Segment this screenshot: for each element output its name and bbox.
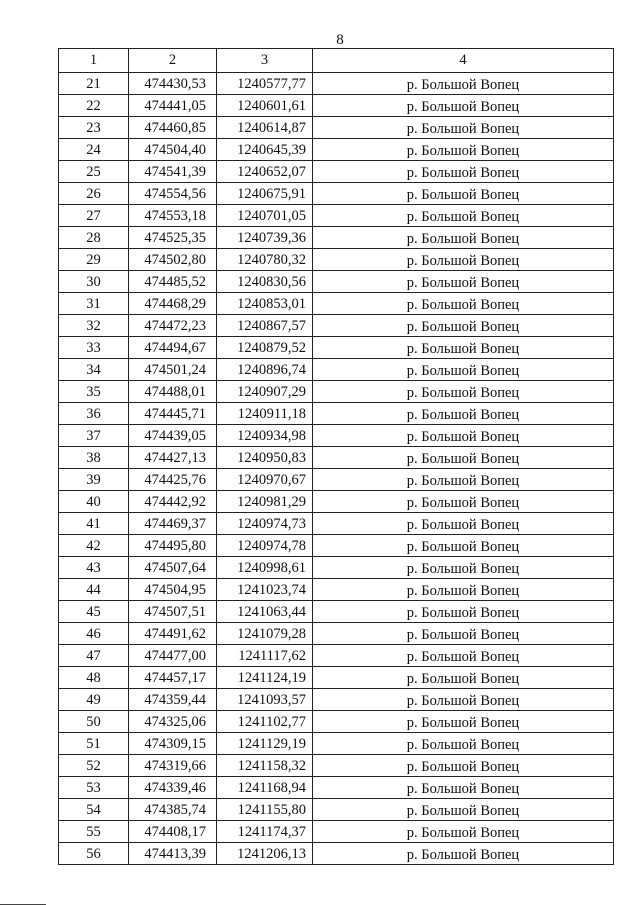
cell-y-coordinate: 1241093,57	[217, 689, 313, 711]
cell-y-coordinate: 1241129,19	[217, 733, 313, 755]
cell-y-coordinate: 1241124,19	[217, 667, 313, 689]
cell-description: р. Большой Вопец	[313, 293, 614, 315]
table-row	[59, 821, 614, 843]
cell-y-coordinate: 1240970,67	[217, 469, 313, 491]
cell-description: р. Большой Вопец	[313, 491, 614, 513]
cell-point-number: 29	[59, 249, 129, 271]
table-header-row	[59, 49, 614, 73]
table-row	[59, 117, 614, 139]
cell-x-coordinate: 474477,00	[129, 645, 217, 667]
table-row	[59, 381, 614, 403]
cell-description: р. Большой Вопец	[313, 777, 614, 799]
cell-x-coordinate: 474553,18	[129, 205, 217, 227]
table-row	[59, 293, 614, 315]
cell-y-coordinate: 1240896,74	[217, 359, 313, 381]
cell-point-number: 33	[59, 337, 129, 359]
table-row	[59, 227, 614, 249]
cell-x-coordinate: 474439,05	[129, 425, 217, 447]
cell-point-number: 52	[59, 755, 129, 777]
table-row	[59, 403, 614, 425]
cell-description: р. Большой Вопец	[313, 381, 614, 403]
table-row	[59, 161, 614, 183]
cell-y-coordinate: 1240652,07	[217, 161, 313, 183]
cell-x-coordinate: 474339,46	[129, 777, 217, 799]
cell-point-number: 55	[59, 821, 129, 843]
cell-description: р. Большой Вопец	[313, 799, 614, 821]
cell-point-number: 49	[59, 689, 129, 711]
cell-point-number: 48	[59, 667, 129, 689]
table-row	[59, 601, 614, 623]
cell-description: р. Большой Вопец	[313, 535, 614, 557]
cell-y-coordinate: 1240974,73	[217, 513, 313, 535]
cell-description: р. Большой Вопец	[313, 227, 614, 249]
cell-x-coordinate: 474442,92	[129, 491, 217, 513]
cell-y-coordinate: 1241206,13	[217, 843, 313, 865]
table-row	[59, 843, 614, 865]
table-row	[59, 755, 614, 777]
cell-point-number: 56	[59, 843, 129, 865]
cell-point-number: 42	[59, 535, 129, 557]
cell-x-coordinate: 474427,13	[129, 447, 217, 469]
column-header-point: 1	[59, 49, 129, 73]
cell-x-coordinate: 474488,01	[129, 381, 217, 403]
cell-y-coordinate: 1240998,61	[217, 557, 313, 579]
cell-point-number: 27	[59, 205, 129, 227]
cell-point-number: 37	[59, 425, 129, 447]
column-header-y: 3	[217, 49, 313, 73]
cell-y-coordinate: 1240601,61	[217, 95, 313, 117]
cell-x-coordinate: 474468,29	[129, 293, 217, 315]
cell-point-number: 51	[59, 733, 129, 755]
cell-y-coordinate: 1241117,62	[217, 645, 313, 667]
cell-y-coordinate: 1240867,57	[217, 315, 313, 337]
cell-description: р. Большой Вопец	[313, 139, 614, 161]
cell-description: р. Большой Вопец	[313, 183, 614, 205]
cell-y-coordinate: 1240879,52	[217, 337, 313, 359]
page-number: 8	[336, 32, 344, 48]
cell-description: р. Большой Вопец	[313, 667, 614, 689]
table-body	[59, 73, 614, 865]
cell-point-number: 40	[59, 491, 129, 513]
cell-description: р. Большой Вопец	[313, 513, 614, 535]
cell-x-coordinate: 474502,80	[129, 249, 217, 271]
table-row	[59, 205, 614, 227]
cell-x-coordinate: 474485,52	[129, 271, 217, 293]
cell-y-coordinate: 1240907,29	[217, 381, 313, 403]
table-row	[59, 95, 614, 117]
cell-description: р. Большой Вопец	[313, 359, 614, 381]
cell-point-number: 39	[59, 469, 129, 491]
cell-point-number: 45	[59, 601, 129, 623]
cell-x-coordinate: 474501,24	[129, 359, 217, 381]
cell-y-coordinate: 1240911,18	[217, 403, 313, 425]
cell-x-coordinate: 474469,37	[129, 513, 217, 535]
table-row	[59, 139, 614, 161]
table-row	[59, 689, 614, 711]
cell-y-coordinate: 1240830,56	[217, 271, 313, 293]
cell-description: р. Большой Вопец	[313, 579, 614, 601]
cell-y-coordinate: 1240934,98	[217, 425, 313, 447]
cell-x-coordinate: 474425,76	[129, 469, 217, 491]
cell-point-number: 31	[59, 293, 129, 315]
cell-description: р. Большой Вопец	[313, 117, 614, 139]
cell-point-number: 32	[59, 315, 129, 337]
cell-y-coordinate: 1241063,44	[217, 601, 313, 623]
cell-point-number: 50	[59, 711, 129, 733]
cell-description: р. Большой Вопец	[313, 469, 614, 491]
cell-y-coordinate: 1240780,32	[217, 249, 313, 271]
column-header-x: 2	[129, 49, 217, 73]
cell-point-number: 25	[59, 161, 129, 183]
cell-x-coordinate: 474541,39	[129, 161, 217, 183]
cell-point-number: 54	[59, 799, 129, 821]
table-row	[59, 447, 614, 469]
table-row	[59, 579, 614, 601]
table-row	[59, 469, 614, 491]
table-row	[59, 557, 614, 579]
cell-point-number: 34	[59, 359, 129, 381]
cell-y-coordinate: 1240981,29	[217, 491, 313, 513]
cell-point-number: 30	[59, 271, 129, 293]
cell-point-number: 21	[59, 73, 129, 95]
table-row	[59, 513, 614, 535]
cell-point-number: 23	[59, 117, 129, 139]
column-header-description: 4	[313, 49, 614, 73]
table-row	[59, 645, 614, 667]
cell-x-coordinate: 474319,66	[129, 755, 217, 777]
cell-point-number: 26	[59, 183, 129, 205]
table-row	[59, 491, 614, 513]
cell-description: р. Большой Вопец	[313, 315, 614, 337]
cell-x-coordinate: 474325,06	[129, 711, 217, 733]
cell-description: р. Большой Вопец	[313, 205, 614, 227]
coordinates-table	[58, 48, 614, 865]
cell-y-coordinate: 1240950,83	[217, 447, 313, 469]
cell-y-coordinate: 1241155,80	[217, 799, 313, 821]
table-row	[59, 425, 614, 447]
cell-description: р. Большой Вопец	[313, 447, 614, 469]
table-row	[59, 359, 614, 381]
cell-point-number: 22	[59, 95, 129, 117]
table-row	[59, 535, 614, 557]
cell-description: р. Большой Вопец	[313, 95, 614, 117]
cell-y-coordinate: 1241174,37	[217, 821, 313, 843]
cell-point-number: 53	[59, 777, 129, 799]
cell-point-number: 24	[59, 139, 129, 161]
cell-x-coordinate: 474472,23	[129, 315, 217, 337]
table-row	[59, 337, 614, 359]
table-row	[59, 623, 614, 645]
cell-y-coordinate: 1240739,36	[217, 227, 313, 249]
cell-x-coordinate: 474385,74	[129, 799, 217, 821]
cell-description: р. Большой Вопец	[313, 711, 614, 733]
cell-y-coordinate: 1240577,77	[217, 73, 313, 95]
cell-y-coordinate: 1241023,74	[217, 579, 313, 601]
cell-point-number: 28	[59, 227, 129, 249]
cell-point-number: 46	[59, 623, 129, 645]
cell-x-coordinate: 474495,80	[129, 535, 217, 557]
cell-x-coordinate: 474413,39	[129, 843, 217, 865]
cell-x-coordinate: 474309,15	[129, 733, 217, 755]
cell-x-coordinate: 474504,95	[129, 579, 217, 601]
cell-x-coordinate: 474359,44	[129, 689, 217, 711]
cell-description: р. Большой Вопец	[313, 271, 614, 293]
cell-description: р. Большой Вопец	[313, 425, 614, 447]
table-row	[59, 733, 614, 755]
cell-y-coordinate: 1240614,87	[217, 117, 313, 139]
table-row	[59, 711, 614, 733]
cell-description: р. Большой Вопец	[313, 645, 614, 667]
cell-x-coordinate: 474408,17	[129, 821, 217, 843]
table-row	[59, 249, 614, 271]
cell-y-coordinate: 1240645,39	[217, 139, 313, 161]
cell-y-coordinate: 1240701,05	[217, 205, 313, 227]
cell-point-number: 41	[59, 513, 129, 535]
cell-x-coordinate: 474441,05	[129, 95, 217, 117]
cell-point-number: 35	[59, 381, 129, 403]
cell-y-coordinate: 1240853,01	[217, 293, 313, 315]
cell-description: р. Большой Вопец	[313, 821, 614, 843]
cell-y-coordinate: 1241102,77	[217, 711, 313, 733]
cell-x-coordinate: 474554,56	[129, 183, 217, 205]
cell-description: р. Большой Вопец	[313, 161, 614, 183]
table-row	[59, 73, 614, 95]
table-row	[59, 315, 614, 337]
cell-x-coordinate: 474445,71	[129, 403, 217, 425]
cell-x-coordinate: 474430,53	[129, 73, 217, 95]
cell-x-coordinate: 474457,17	[129, 667, 217, 689]
cell-point-number: 44	[59, 579, 129, 601]
table-row	[59, 271, 614, 293]
cell-y-coordinate: 1240675,91	[217, 183, 313, 205]
table-row	[59, 777, 614, 799]
table-row	[59, 667, 614, 689]
cell-point-number: 43	[59, 557, 129, 579]
cell-description: р. Большой Вопец	[313, 843, 614, 865]
cell-description: р. Большой Вопец	[313, 403, 614, 425]
cell-description: р. Большой Вопец	[313, 733, 614, 755]
cell-x-coordinate: 474507,51	[129, 601, 217, 623]
cell-description: р. Большой Вопец	[313, 601, 614, 623]
cell-description: р. Большой Вопец	[313, 337, 614, 359]
cell-x-coordinate: 474494,67	[129, 337, 217, 359]
cell-description: р. Большой Вопец	[313, 689, 614, 711]
cell-description: р. Большой Вопец	[313, 755, 614, 777]
cell-x-coordinate: 474507,64	[129, 557, 217, 579]
cell-point-number: 38	[59, 447, 129, 469]
cell-y-coordinate: 1241079,28	[217, 623, 313, 645]
cell-point-number: 36	[59, 403, 129, 425]
cell-description: р. Большой Вопец	[313, 623, 614, 645]
table-row	[59, 799, 614, 821]
cell-x-coordinate: 474491,62	[129, 623, 217, 645]
cell-x-coordinate: 474504,40	[129, 139, 217, 161]
cell-description: р. Большой Вопец	[313, 73, 614, 95]
cell-point-number: 47	[59, 645, 129, 667]
table-row	[59, 183, 614, 205]
cell-y-coordinate: 1240974,78	[217, 535, 313, 557]
cell-x-coordinate: 474525,35	[129, 227, 217, 249]
cell-x-coordinate: 474460,85	[129, 117, 217, 139]
cell-description: р. Большой Вопец	[313, 249, 614, 271]
cell-y-coordinate: 1241158,32	[217, 755, 313, 777]
cell-y-coordinate: 1241168,94	[217, 777, 313, 799]
cell-description: р. Большой Вопец	[313, 557, 614, 579]
